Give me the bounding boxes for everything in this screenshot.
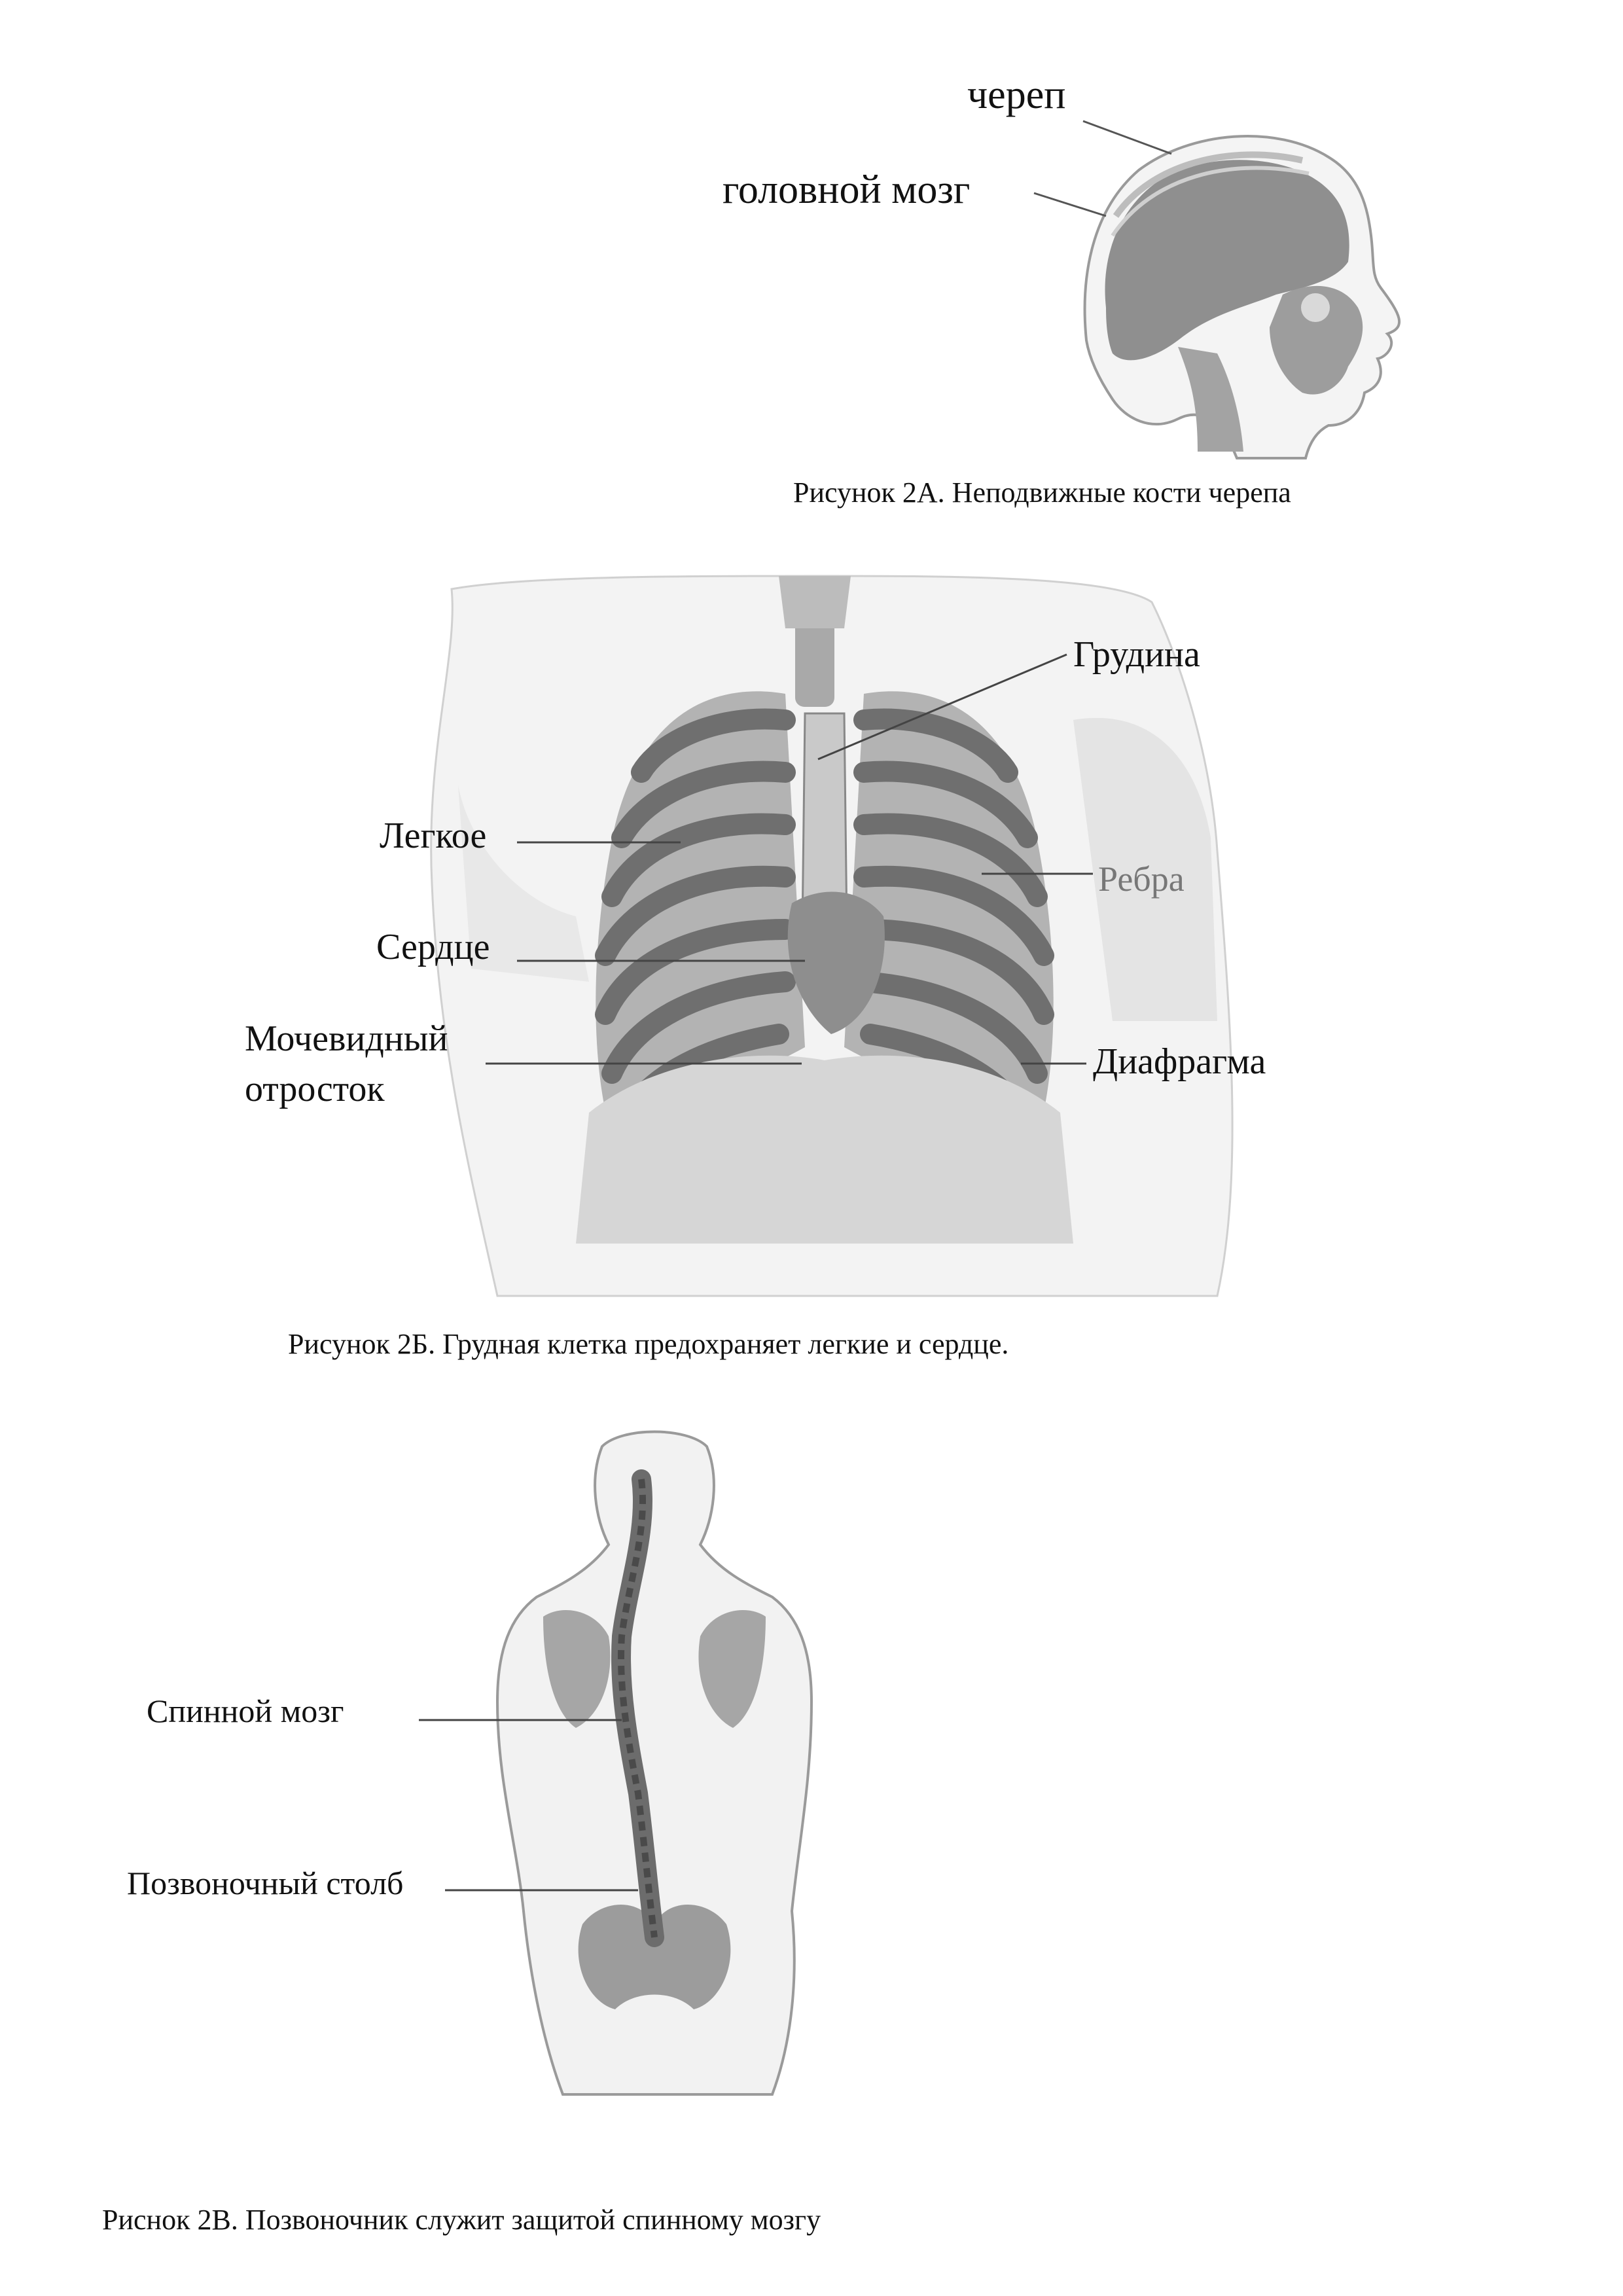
brain-label: головной мозг bbox=[722, 168, 971, 212]
heart-label: Сердце bbox=[376, 927, 490, 967]
lung-label: Легкое bbox=[380, 816, 487, 856]
sternum-label: Грудина bbox=[1073, 634, 1200, 675]
xiphoid-label-line1: Мочевидный bbox=[245, 1018, 448, 1059]
xiphoid-label-line2: отросток bbox=[245, 1069, 385, 1109]
ribs-label: Ребра bbox=[1098, 859, 1185, 899]
skull-label: череп bbox=[967, 73, 1066, 117]
spinal-cord-label: Спинной мозг bbox=[147, 1693, 344, 1729]
figure-2b-caption: Рисунок 2Б. Грудная клетка предохраняет легкие и сердце. bbox=[288, 1328, 1009, 1360]
figure-2a-caption: Рисунок 2А. Неподвижные кости черепа bbox=[793, 476, 1291, 509]
figure-2c-caption: Риснок 2В. Позвоночник служит защитой спинному мозгу bbox=[102, 2204, 821, 2236]
diaphragm-label: Диафрагма bbox=[1093, 1041, 1266, 1082]
spine-label: Позвоночный столб bbox=[127, 1865, 404, 1901]
back-outline bbox=[497, 1432, 812, 2095]
